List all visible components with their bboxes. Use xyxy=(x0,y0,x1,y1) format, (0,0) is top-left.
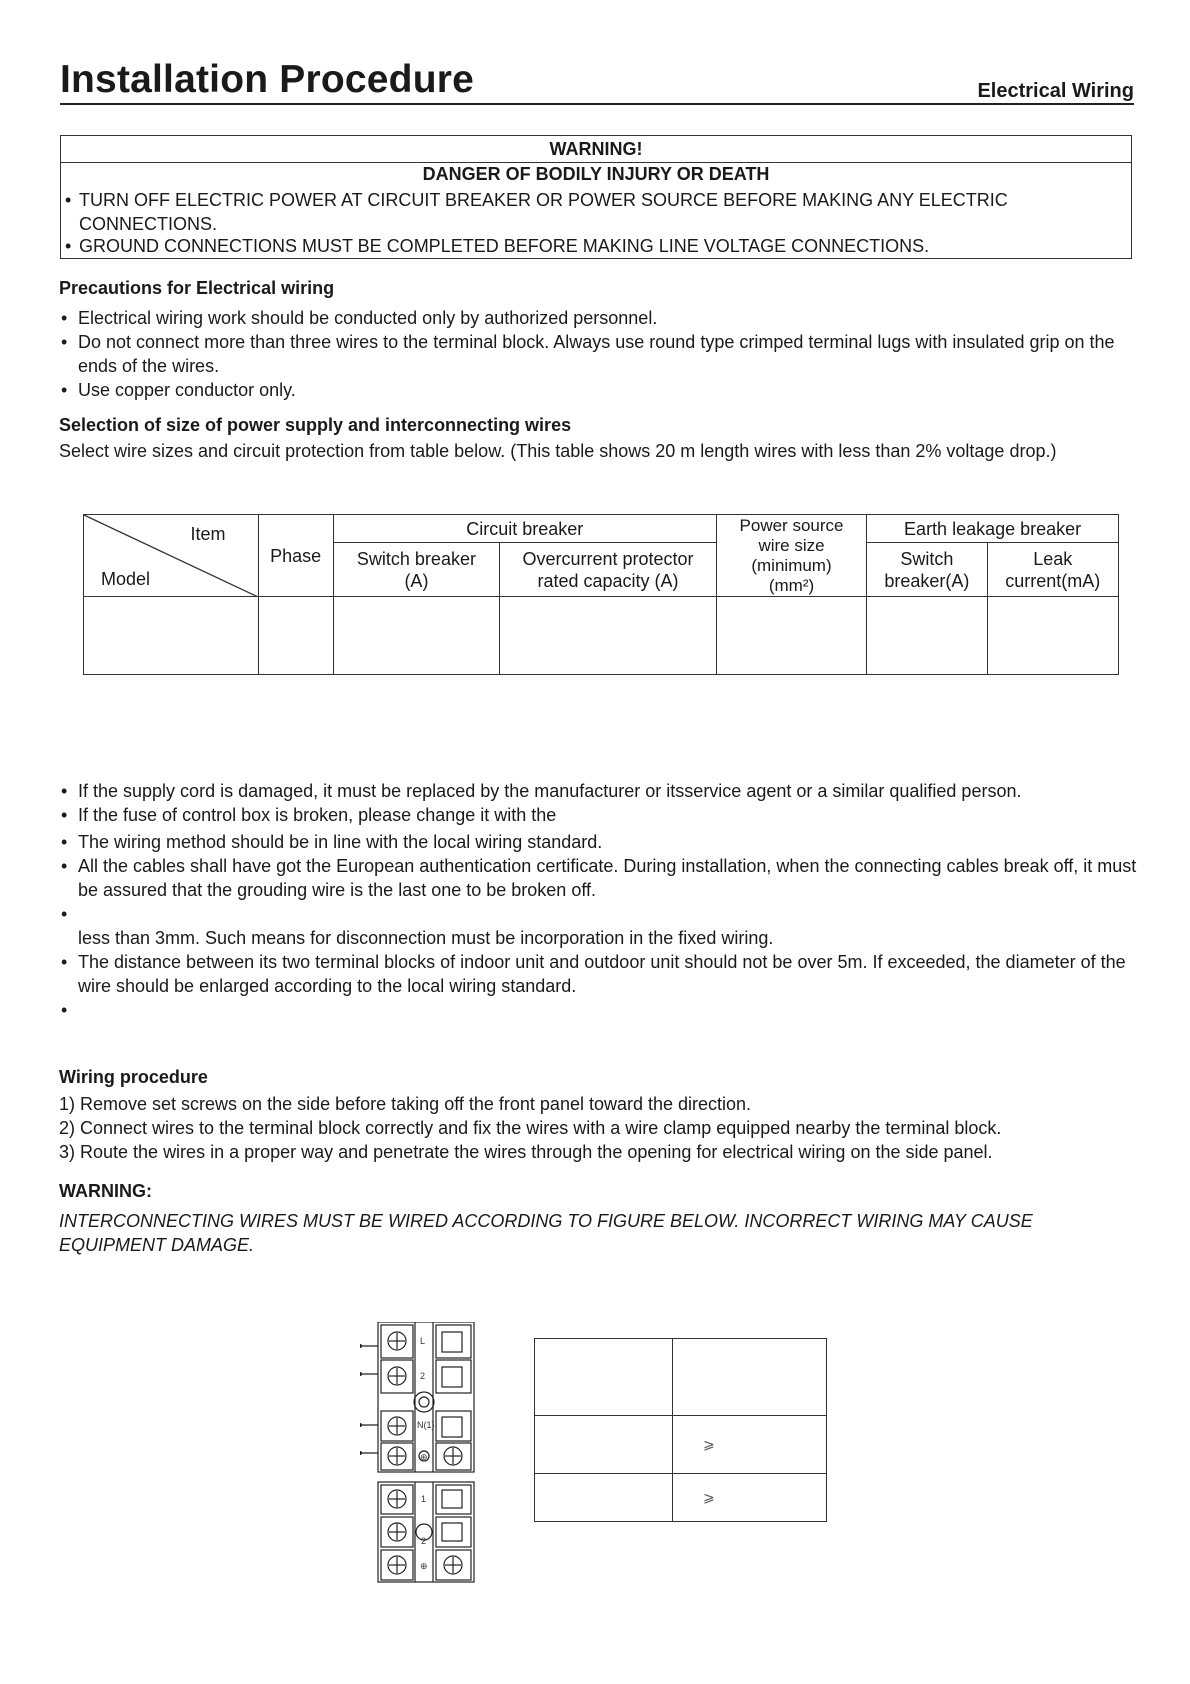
bullet-icon: • xyxy=(61,781,68,801)
bullet-icon: • xyxy=(61,952,68,972)
overcurrent-header: Overcurrent protector rated capacity (A) xyxy=(500,543,717,597)
precautions-heading: Precautions for Electrical wiring xyxy=(59,278,335,298)
terminal-label: 2 xyxy=(420,1371,426,1381)
bullet-icon: • xyxy=(61,856,68,876)
bullet-icon: • xyxy=(61,1000,68,1020)
earth-leakage-header: Earth leakage breaker xyxy=(867,515,1119,543)
header-rule xyxy=(60,103,1134,105)
wire-spec-table xyxy=(83,514,1119,675)
list-item xyxy=(59,998,1139,1022)
wiring-steps xyxy=(59,1092,1139,1164)
bullet-icon: • xyxy=(65,236,72,256)
terminal-label: ⊕ xyxy=(420,1452,428,1462)
warning-divider xyxy=(61,162,1131,163)
bullet-icon: • xyxy=(65,190,72,210)
power-source-header: Power source wire size (minimum) (mm²) xyxy=(716,515,866,597)
model-label: Model xyxy=(101,569,151,589)
terminal-label: 2 xyxy=(421,1536,427,1546)
bullet-icon: • xyxy=(61,832,68,852)
table-row xyxy=(535,1339,827,1416)
list-item xyxy=(59,902,1139,926)
list-item: • If the fuse of control box is broken, please change it with the xyxy=(61,805,557,825)
bullet-icon: • xyxy=(61,904,68,924)
warning-bullet: • TURN OFF ELECTRIC POWER AT CIRCUIT BREAKER OR POWER SOURCE BEFORE MAKING ANY ELECTRIC CONNECTIONS. xyxy=(65,190,1008,234)
list-item: 1) Remove set screws on the side before taking off the front panel toward the direction. xyxy=(59,1094,752,1114)
table-row xyxy=(535,1474,827,1522)
wiring-procedure-heading: Wiring procedure xyxy=(59,1067,208,1087)
bullet-icon: • xyxy=(61,332,68,352)
table-row xyxy=(84,597,1119,675)
list-item: 2) Connect wires to the terminal block correctly and fix the wires with a wire clamp equipped nearby the terminal block. xyxy=(59,1118,1002,1138)
list-item: • The distance between its two terminal blocks of indoor unit and outdoor unit should not be over 5m. If exceeded, the diameter of the wire should be enlarged according to the local wiring standard. xyxy=(61,952,1126,996)
terminal-label: 1 xyxy=(421,1494,427,1504)
list-item: • The wiring method should be in line with the local wiring standard. xyxy=(61,832,603,852)
warning2-label: WARNING: xyxy=(59,1181,152,1201)
bullet-icon: • xyxy=(61,308,68,328)
page-title: Installation Procedure xyxy=(60,58,474,101)
list-item: 3) Route the wires in a proper way and penetrate the wires through the opening for electrical wiring on the side panel. xyxy=(59,1142,993,1162)
list-item: less than 3mm. Such means for disconnection must be incorporation in the fixed wiring. xyxy=(78,928,774,948)
ge-symbol: ⩾ xyxy=(673,1474,827,1522)
selection-heading: Selection of size of power supply and interconnecting wires xyxy=(59,415,572,435)
list-item: • If the supply cord is damaged, it must be replaced by the manufacturer or itsservice agent or a similar qualified person. xyxy=(61,781,1022,801)
switch-breaker-header: Switch breaker (A) xyxy=(333,543,499,597)
precautions-list xyxy=(59,306,1139,402)
list-item: • Do not connect more than three wires to the terminal block. Always use round type crimped terminal lugs with insulated grip on the ends of the wires. xyxy=(61,332,1115,376)
section-title: Electrical Wiring xyxy=(977,80,1134,102)
warning-bullet: • GROUND CONNECTIONS MUST BE COMPLETED BEFORE MAKING LINE VOLTAGE CONNECTIONS. xyxy=(65,236,930,256)
ge-symbol: ⩾ xyxy=(673,1416,827,1474)
notes-list xyxy=(59,779,1139,1022)
warning-subtitle: DANGER OF BODILY INJURY OR DEATH xyxy=(422,164,770,184)
table-row xyxy=(535,1416,827,1474)
bullet-icon: • xyxy=(61,805,68,825)
terminal-label: ⊕ xyxy=(420,1561,428,1571)
list-item: • All the cables shall have got the European authentication certificate. During installation, when the connecting cables break off, it must be assured that the grouding wire is the last one to be broken off. xyxy=(61,856,1137,900)
leak-header: Leak current(mA) xyxy=(987,543,1118,597)
switch-header: Switch breaker(A) xyxy=(867,543,987,597)
bullet-icon: • xyxy=(61,380,68,400)
selection-text: Select wire sizes and circuit protection from table below. (This table shows 20 m length wires with less than 2% voltage drop.) xyxy=(59,441,1057,461)
warning-title: WARNING! xyxy=(549,139,643,159)
warning-box xyxy=(60,135,1132,259)
wire-size-table xyxy=(534,1338,827,1522)
terminal-block-diagram xyxy=(360,1322,480,1584)
item-label: Item xyxy=(190,524,226,544)
item-model-header xyxy=(84,515,259,597)
terminal-label: N(1) xyxy=(417,1420,435,1430)
terminal-label: L xyxy=(420,1336,426,1346)
list-item: • Use copper conductor only. xyxy=(61,380,296,400)
phase-header: Phase xyxy=(258,515,333,597)
warning2-text: INTERCONNECTING WIRES MUST BE WIRED ACCORDING TO FIGURE BELOW. INCORRECT WIRING MAY CAUSE EQUIPMENT DAMAGE. xyxy=(59,1211,1033,1255)
list-item: • Electrical wiring work should be conducted only by authorized personnel. xyxy=(61,308,658,328)
circuit-breaker-header: Circuit breaker xyxy=(333,515,716,543)
